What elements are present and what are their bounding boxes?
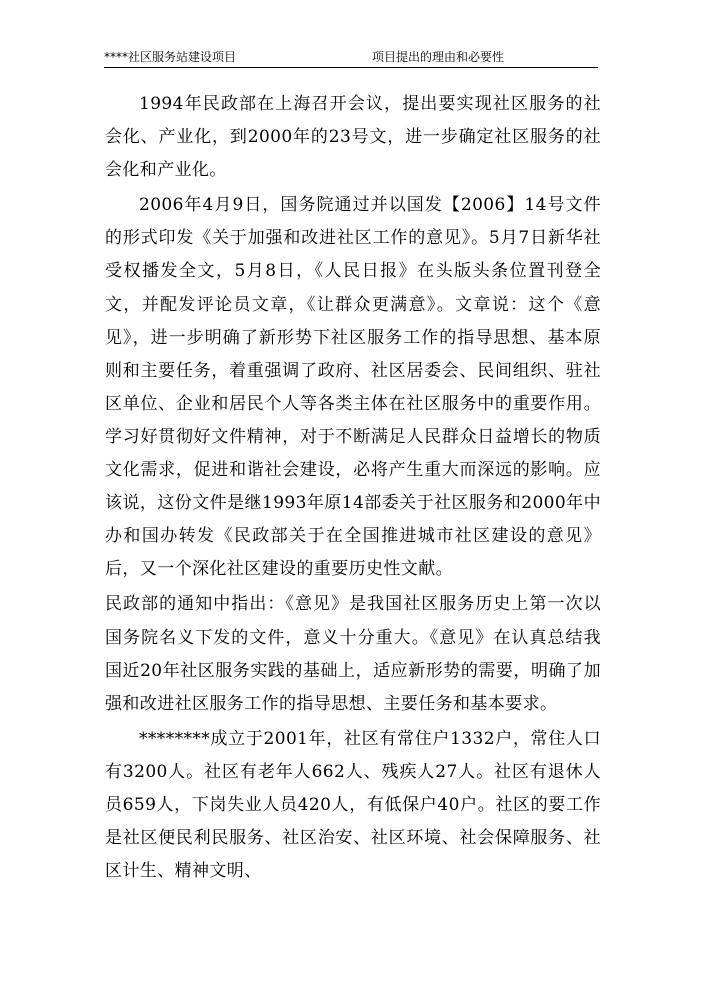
paragraph-4: ********成立于2001年，社区有常住户1332户，常住人口有3200人。社区有老年人662人、残疾人27人。社区有退休人员659人，下岗失业人员420人，有低保户40户。社区的要工作是社区便民利民服务、社区治安、社区环境、社会保障服务、社区计生、精神文明、 bbox=[105, 728, 601, 882]
page-header bbox=[104, 48, 598, 66]
paragraph-3: 民政部的通知中指出：《意见》是我国社区服务历史上第一次以国务院名义下发的文件，意义十分重大。《意见》在认真总结我国近20年社区服务实践的基础上，适应新形势的需要，明确了加强和改进社区服务工作的指导思想、主要任务和基本要求。 bbox=[105, 594, 601, 714]
document-body bbox=[105, 88, 601, 890]
header-divider bbox=[104, 67, 598, 68]
header-project-title: ****社区服务站建设项目 bbox=[104, 50, 237, 64]
paragraph-2: 2006年4月9日，国务院通过并以国发【2006】14号文件的形式印发《关于加强和改进社区工作的意见》。5月7日新华社受权播发全文，5月8日，《人民日报》在头版头条位置刊登全文，并配发评论员文章，《让群众更满意》。文章说：这个《意见》，进一步明确了新形势下社区服务工作的指导思想、基本原则和主要任务，着重强调了政府、社区居委会、民间组织、驻社区单位、企业和居民个人等各类主体在社区服务中的重要作用。学习好贯彻好文件精神，对于不断满足人民群众日益增长的物质文化需求，促进和谐社会建设，必将产生重大而深远的影响。应该说，这份文件是继1993年原14部委关于社区服务和2000年中办和国办转发《民政部关于在全国推进城市社区建设的意见》后，又一个深化社区建设的重要历史性文献。 bbox=[105, 195, 601, 580]
paragraph-1: 1994年民政部在上海召开会议，提出要实现社区服务的社会化、产业化，到2000年的23号文，进一步确定社区服务的社会化和产业化。 bbox=[105, 94, 601, 181]
header-section-title: 项目提出的理由和必要性 bbox=[372, 50, 505, 64]
